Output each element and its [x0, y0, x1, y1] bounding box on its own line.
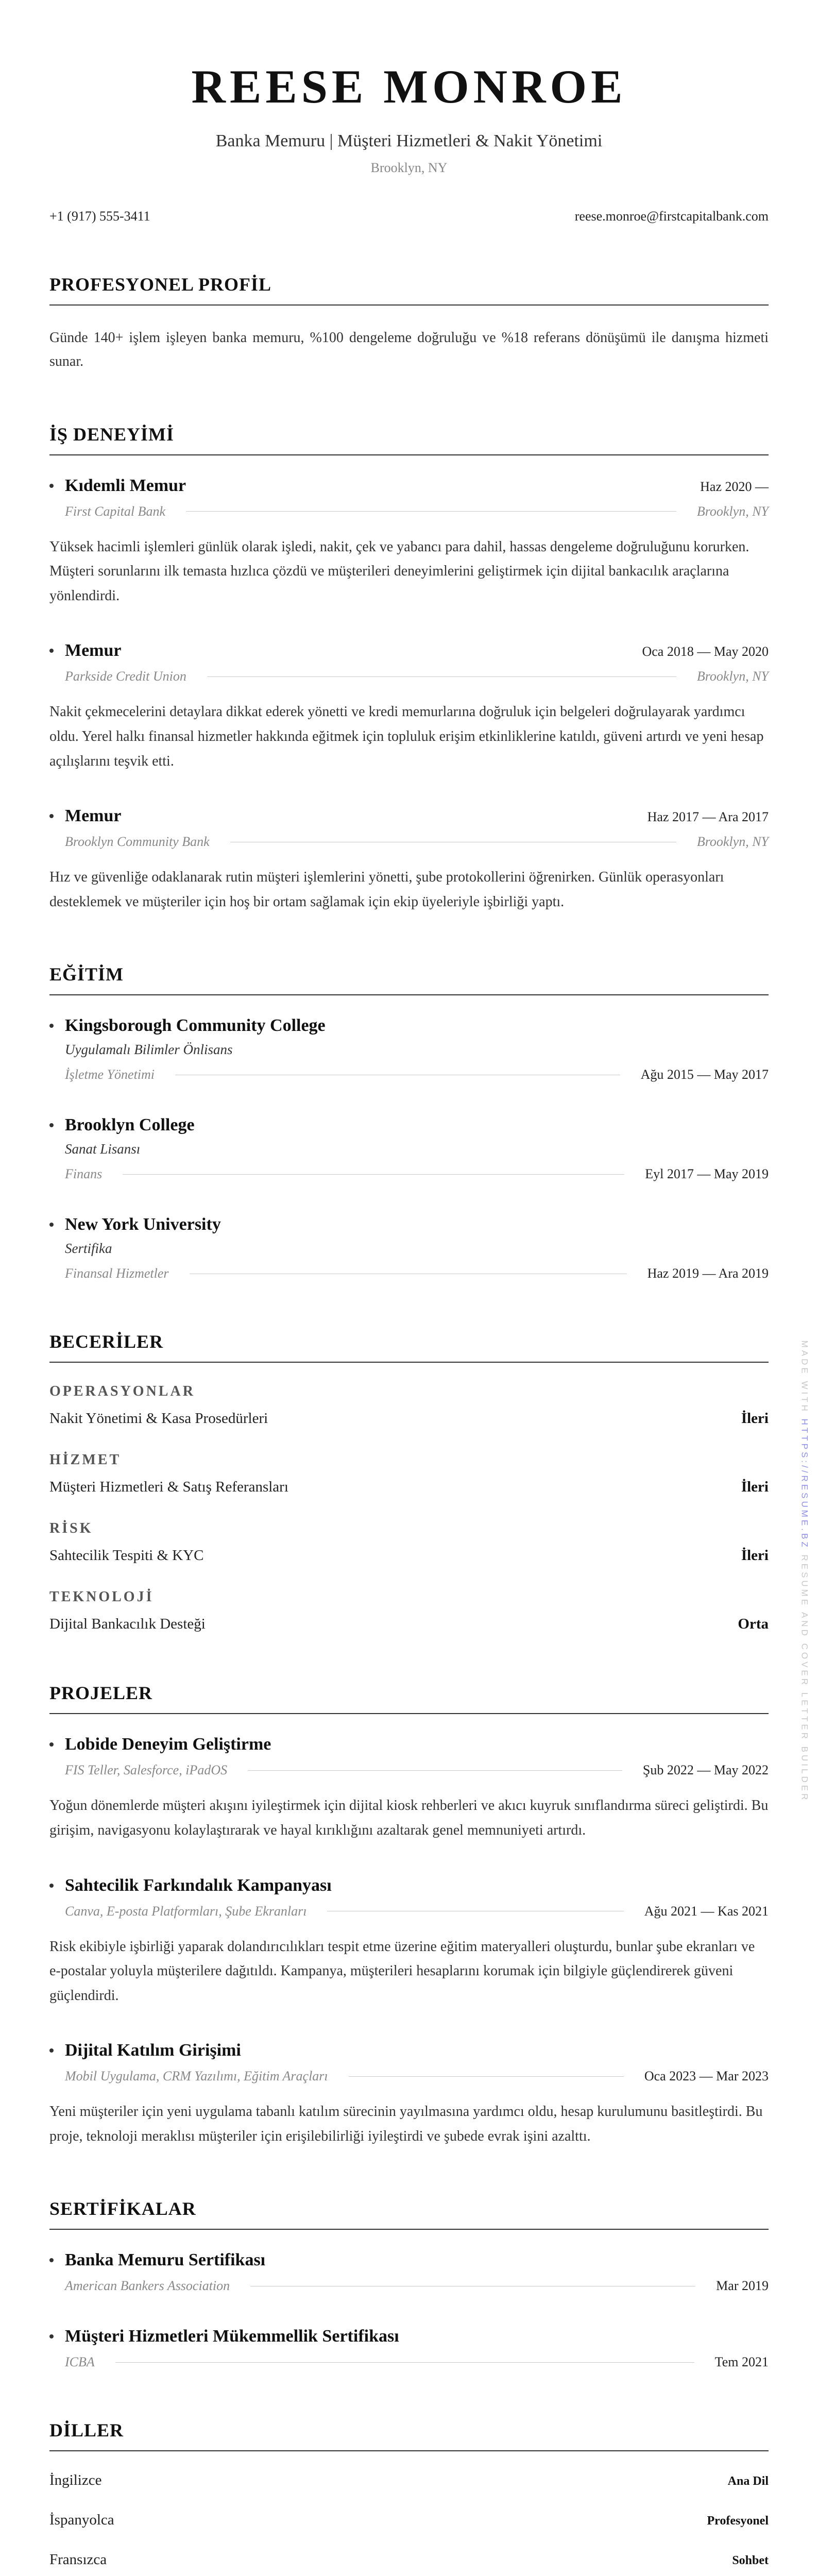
- certification-issuer: ICBA: [65, 2354, 95, 2370]
- job-location: Brooklyn, NY: [696, 834, 769, 850]
- divider-line: [115, 2362, 694, 2363]
- skill-level: Orta: [738, 1616, 769, 1633]
- job-dates: Haz 2020 —: [700, 479, 769, 494]
- project-tools: Canva, E-posta Platformları, Şube Ekranları: [65, 1903, 307, 1919]
- skill-category: RİSK: [49, 1520, 93, 1537]
- certification-entry: [49, 2250, 769, 2294]
- divider-line: [207, 676, 676, 677]
- skill-name: Müşteri Hizmetleri & Satış Referansları: [49, 1479, 288, 1496]
- job-location: Brooklyn, NY: [696, 503, 769, 519]
- degree-name: Sertifika: [65, 1241, 112, 1257]
- skill-category: OPERASYONLAR: [49, 1383, 195, 1400]
- skill-level: İleri: [741, 1547, 769, 1564]
- job-title: Kıdemli Memur: [49, 476, 186, 496]
- certification-date: Tem 2021: [714, 2354, 769, 2370]
- skill-group: [49, 1383, 769, 1427]
- section-title: SERTİFİKALAR: [49, 2198, 769, 2230]
- watermark-prefix: MADE WITH: [799, 1340, 810, 1419]
- project-name: Dijital Katılım Girişimi: [49, 2041, 241, 2060]
- certification-issuer: American Bankers Association: [65, 2278, 230, 2294]
- language-item: [49, 2472, 769, 2489]
- experience-entry: [49, 641, 769, 773]
- certifications-section: [49, 2198, 769, 2370]
- company-name: Brooklyn Community Bank: [65, 834, 210, 850]
- section-title: PROFESYONEL PROFİL: [49, 274, 769, 306]
- experience-entry: [49, 806, 769, 914]
- section-title: DİLLER: [49, 2419, 769, 2451]
- company-name: First Capital Bank: [65, 503, 165, 519]
- language-level: Ana Dil: [727, 2475, 769, 2488]
- degree-name: Uygulamalı Bilimler Önlisans: [65, 1042, 233, 1058]
- skill-category: TEKNOLOJİ: [49, 1589, 154, 1605]
- divider-line: [186, 511, 676, 512]
- language-name: Fransızca: [49, 2551, 107, 2568]
- watermark-link[interactable]: HTTPS://RESUME.BZ: [799, 1418, 810, 1550]
- skill-category: HİZMET: [49, 1452, 122, 1468]
- email-address[interactable]: reese.monroe@firstcapitalbank.com: [574, 209, 769, 224]
- candidate-name: REESE MONROE: [191, 60, 627, 113]
- job-description: Nakit çekmecelerini detaylara dikkat ederek yönetti ve kredi memurlarına doğruluk için belgeleri doğrulayarak yardımcı oldu. Yerel halkı finansal hizmetler hakkında eğitmek için topluluk erişim etkinliklerine katıldı, güveni artırdı ve yeni hesap açılışlarını teşvik etti.: [49, 704, 764, 769]
- profile-section: [49, 274, 769, 374]
- project-dates: Ağu 2021 — Kas 2021: [644, 1903, 769, 1919]
- field-of-study: Finansal Hizmetler: [65, 1266, 169, 1281]
- contact-row: [49, 209, 769, 224]
- education-entry: [49, 1215, 769, 1281]
- project-description: Yoğun dönemlerde müşteri akışını iyileştirmek için dijital kiosk rehberleri ve akıcı kuyruk sınıflandırma süreci geliştirdi. Bu girişim, navigasyonu kolaylaştırarak ve hayal kırıklığını azaltarak genel memnuniyeti artırdı.: [49, 1798, 769, 1838]
- field-of-study: İşletme Yönetimi: [65, 1067, 155, 1082]
- divider-line: [123, 1174, 624, 1175]
- project-tools: Mobil Uygulama, CRM Yazılımı, Eğitim Araçları: [65, 2069, 328, 2084]
- candidate-headline: Banka Memuru | Müşteri Hizmetleri & Nakit Yönetimi: [215, 131, 603, 151]
- divider-line: [349, 2076, 624, 2077]
- job-dates: Haz 2017 — Ara 2017: [647, 809, 769, 825]
- experience-section: [49, 423, 769, 914]
- section-title: BECERİLER: [49, 1331, 769, 1363]
- section-title: EĞİTİM: [49, 963, 769, 995]
- skill-level: İleri: [741, 1479, 769, 1496]
- skill-name: Dijital Bankacılık Desteği: [49, 1616, 206, 1633]
- skill-group: [49, 1452, 769, 1496]
- project-name: Lobide Deneyim Geliştirme: [49, 1735, 271, 1754]
- school-name: New York University: [49, 1215, 769, 1234]
- education-entry: [49, 1115, 769, 1182]
- education-dates: Haz 2019 — Ara 2019: [647, 1266, 769, 1281]
- field-of-study: Finans: [65, 1166, 103, 1182]
- project-dates: Şub 2022 — May 2022: [642, 1762, 769, 1778]
- language-level: Sohbet: [732, 2554, 769, 2568]
- job-title: Memur: [49, 641, 122, 660]
- languages-section: [49, 2419, 769, 2576]
- language-name: İspanyolca: [49, 2512, 114, 2529]
- language-name: İngilizce: [49, 2472, 102, 2489]
- school-name: Kingsborough Community College: [49, 1016, 769, 1036]
- company-name: Parkside Credit Union: [65, 669, 186, 684]
- project-entry: [49, 1876, 769, 2008]
- experience-entry: [49, 476, 769, 608]
- profile-summary: Günde 140+ işlem işleyen banka memuru, %100 dengeleme doğruluğu ve %18 referans dönüşümü ile danışma hizmeti sunar.: [49, 330, 769, 370]
- resume-page: [49, 0, 769, 2576]
- school-name: Brooklyn College: [49, 1115, 769, 1135]
- project-entry: [49, 2041, 769, 2148]
- certification-entry: [49, 2327, 769, 2370]
- job-location: Brooklyn, NY: [696, 669, 769, 684]
- skill-name: Nakit Yönetimi & Kasa Prosedürleri: [49, 1410, 268, 1427]
- project-name: Sahtecilik Farkındalık Kampanyası: [49, 1876, 332, 1895]
- certification-name: Banka Memuru Sertifikası: [49, 2250, 769, 2270]
- job-title: Memur: [49, 806, 122, 826]
- project-description: Risk ekibiyle işbirliği yaparak dolandırıcılıkları tespit etme üzerine eğitim materyalleri oluşturdu, bunlar şube ekranları ve e-postalar yoluyla müşterilere dağıtıldı. Kampanya, müşterileri hesaplarını korumak için bilgiyle güçlendirerek güveni güçlendirdi.: [49, 1938, 755, 2004]
- certification-name: Müşteri Hizmetleri Mükemmellik Sertifikası: [49, 2327, 769, 2346]
- skill-level: İleri: [741, 1410, 769, 1427]
- resume-header: [49, 0, 769, 176]
- language-item: [49, 2551, 769, 2568]
- language-level: Profesyonel: [707, 2514, 769, 2528]
- section-title: PROJELER: [49, 1682, 769, 1714]
- job-description: Hız ve güvenliğe odaklanarak rutin müşteri işlemlerini yönetti, şube protokollerini öğrenirken. Günlük operasyonları desteklemek ve müşteriler için hoş bir ortam sağlamak için ekip üyeleriyle işbirliği yaptı.: [49, 869, 724, 910]
- degree-name: Sanat Lisansı: [65, 1141, 141, 1157]
- builder-watermark: [796, 1340, 812, 1803]
- project-dates: Oca 2023 — Mar 2023: [644, 2069, 769, 2084]
- section-title: İŞ DENEYİMİ: [49, 423, 769, 455]
- education-entry: [49, 1016, 769, 1082]
- projects-section: [49, 1682, 769, 2148]
- project-tools: FIS Teller, Salesforce, iPadOS: [65, 1762, 228, 1778]
- job-description: Yüksek hacimli işlemleri günlük olarak işledi, nakit, çek ve yabancı para dahil, hassas dengeleme doğruluğunu korurken. Müşteri sorunlarını ilk temasta hızlıca çözdü ve müşterileri deneyimlerini geliştirmek için dijital bankacılık araçlarına yönlendirdi.: [49, 538, 749, 604]
- certification-date: Mar 2019: [716, 2278, 769, 2294]
- skill-group: [49, 1589, 769, 1633]
- watermark-suffix: RESUME AND COVER LETTER BUILDER: [799, 1549, 810, 1803]
- language-item: [49, 2512, 769, 2529]
- skills-section: [49, 1331, 769, 1633]
- candidate-location: Brooklyn, NY: [370, 160, 448, 176]
- education-dates: Ağu 2015 — May 2017: [640, 1067, 769, 1082]
- divider-line: [248, 1770, 622, 1771]
- job-dates: Oca 2018 — May 2020: [642, 644, 769, 659]
- project-entry: [49, 1735, 769, 1842]
- phone-number[interactable]: +1 (917) 555-3411: [49, 209, 150, 224]
- education-dates: Eyl 2017 — May 2019: [645, 1166, 769, 1182]
- skill-name: Sahtecilik Tespiti & KYC: [49, 1547, 204, 1564]
- skill-group: [49, 1520, 769, 1564]
- education-section: [49, 963, 769, 1281]
- project-description: Yeni müşteriler için yeni uygulama tabanlı katılım sürecinin yayılmasına yardımcı oldu, hesap kurulumunu basitleştirdi. Bu proje, teknoloji meraklısı müşteriler için erişilebilirliği iyileştirdi ve şubede evrak işini azalttı.: [49, 2104, 763, 2144]
